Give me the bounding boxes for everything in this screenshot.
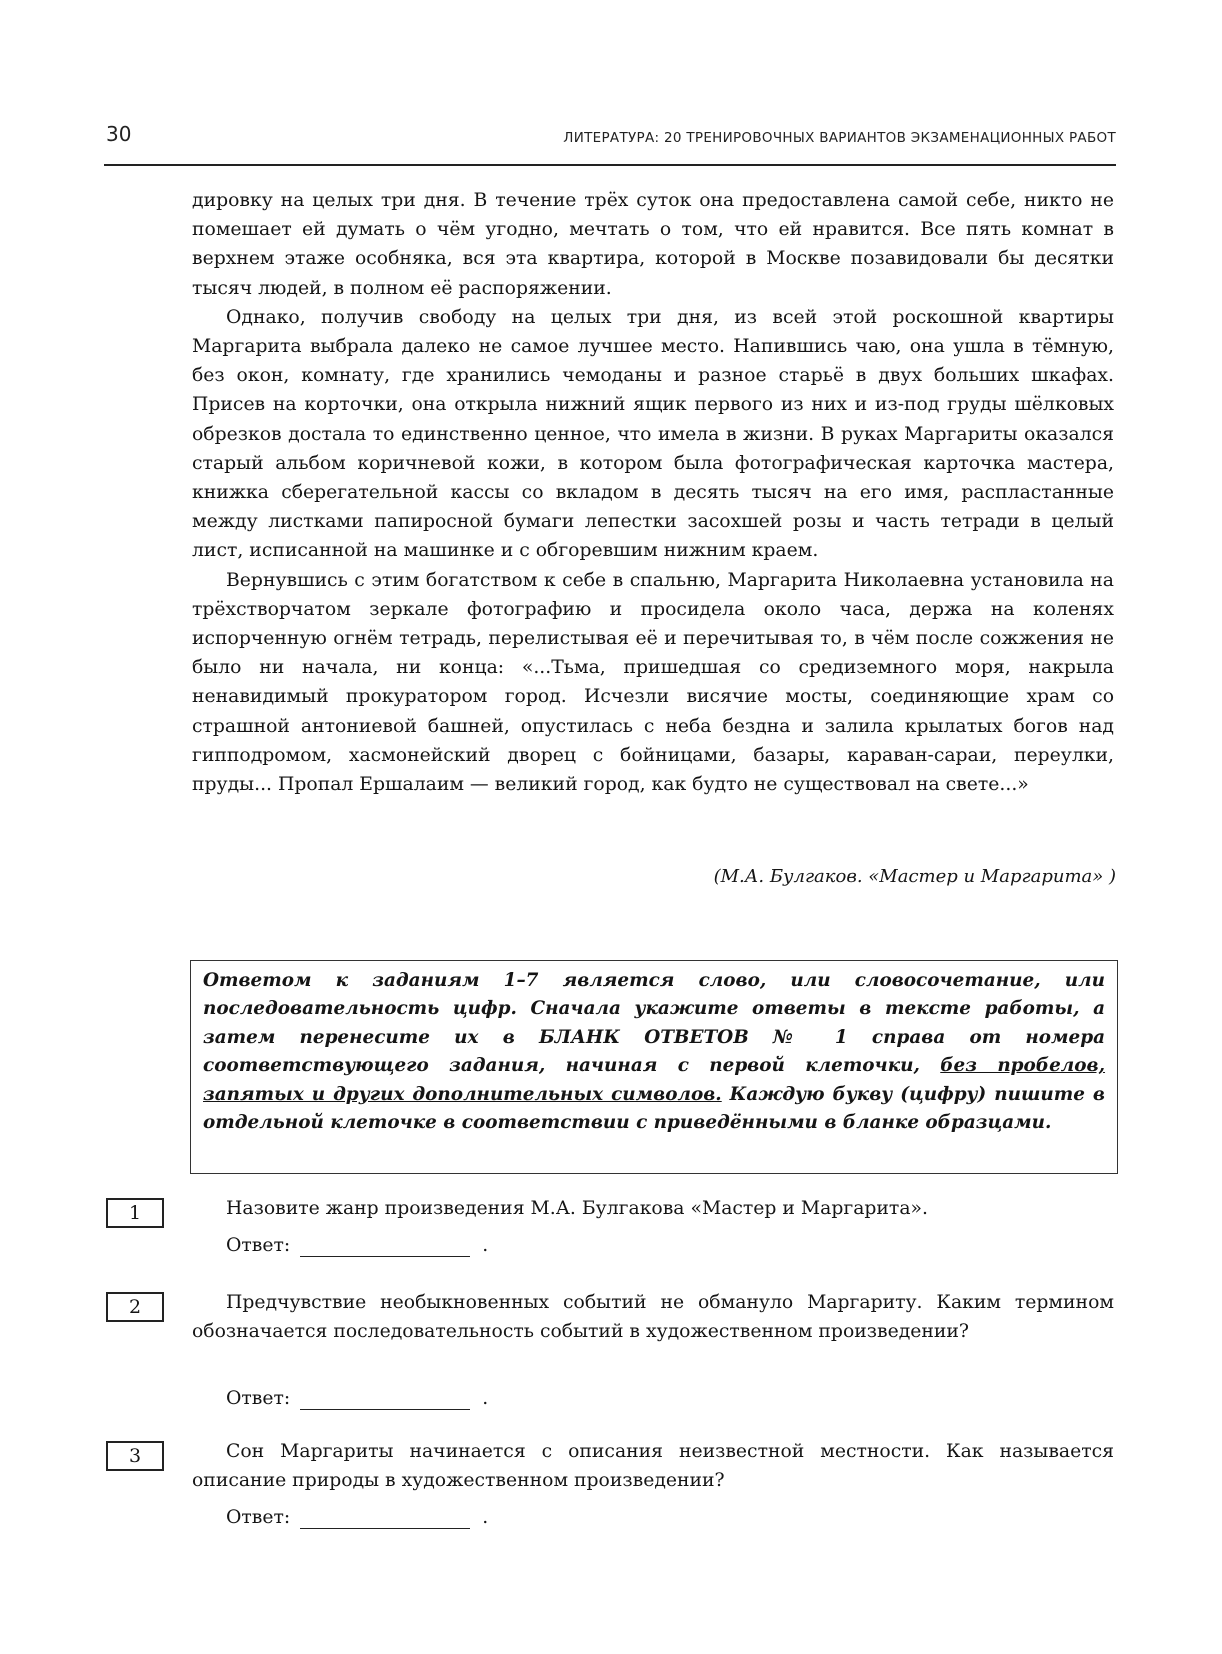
answer-row (226, 1500, 488, 1532)
page-number: 30 (106, 122, 132, 146)
task-question-text: Предчувствие необыкновенных событий не обмануло Маргариту. Каким термином обозначается последовательность событий в художественном произведении? (192, 1292, 1114, 1343)
instructions-box (190, 960, 1118, 1174)
passage-paragraph: Однако, получив свободу на целых три дня, из всей этой роскошной квартиры Маргарита выбрала далеко не самое лучшее место. Напившись чаю, она ушла в тёмную, без окон, комнату, где хранились чемоданы и разное старьё в двух больших шкафах. Присев на корточки, она открыла нижний ящик первого из них и из-под груды шёлковых обрезков достала то единственно ценное, что имела в жизни. В руках Маргариты оказался старый альбом коричневой кожи, в котором была фотографическая карточка мастера, книжка сберегательной кассы со вкладом в десять тысяч на его имя, распластанные между листками папиросной бумаги лепестки засохшей розы и часть тетради в целый лист, исписанной на машинке и с обгоревшим нижним краем. (192, 306, 1114, 562)
answer-field[interactable] (300, 1500, 470, 1529)
instructions-text-end: Каждую букву (цифру) пишите в отдельной клеточке в соответствии с приведёнными в бланке образцами. (203, 1083, 1105, 1134)
answer-period: . (482, 1388, 489, 1409)
answer-label: Ответ: (226, 1388, 291, 1409)
running-title: ЛИТЕРАТУРА: 20 ТРЕНИРОВОЧНЫХ ВАРИАНТОВ ЭКЗАМЕНАЦИОННЫХ РАБОТ (563, 130, 1116, 146)
answer-period: . (482, 1507, 489, 1528)
answer-row (226, 1381, 488, 1413)
answer-field[interactable] (300, 1228, 470, 1257)
answer-label: Ответ: (226, 1507, 291, 1528)
answer-row (226, 1228, 488, 1260)
task-number-box: 3 (106, 1441, 164, 1471)
task-question (192, 1288, 1114, 1346)
page-header (104, 120, 1116, 166)
passage-paragraph: дировку на целых три дня. В течение трёх суток она предоставлена самой себе, никто не помешает ей думать о чём угодно, мечтать о том, что ей нравится. Все пять комнат в верхнем этаже особняка, вся эта квартира, которой в Москве позавидовали бы десятки тысяч людей, в полном её распоряжении. (192, 190, 1114, 299)
answer-label: Ответ: (226, 1235, 291, 1256)
instructions-text: Ответом к заданиям 1–7 является слово, или словосочетание, или последовательность цифр. Сначала укажите ответы в тексте работы, а затем перенесите их в БЛАНК ОТВЕТОВ № 1 справа от номера соответствующего задания, начиная с первой клеточки, (203, 970, 1105, 1077)
answer-field[interactable] (300, 1381, 470, 1410)
task-question-text: Сон Маргариты начинается с описания неизвестной местности. Как называется описание природы в художественном произведении? (192, 1441, 1114, 1492)
passage-citation: (М.А. Булгаков. «Мастер и Маргарита» ) (713, 866, 1116, 887)
answer-period: . (482, 1235, 489, 1256)
task-question (192, 1437, 1114, 1495)
task-question (192, 1194, 1114, 1223)
passage-paragraph: Вернувшись с этим богатством к себе в спальню, Маргарита Николаевна установила на трёхстворчатом зеркале фотографию и просидела около часа, держа на коленях испорченную огнём тетрадь, перелистывая её и перечитывая то, в чём после сожжения не было ни начала, ни конца: «...Тьма, пришедшая со средиземного моря, накрыла ненавидимый прокуратором город. Исчезли висячие мосты, соединяющие храм со страшной антониевой башней, опустилась с неба бездна и залила крылатых богов над гипподромом, хасмонейский дворец с бойницами, базары, караван-сараи, переулки, пруды... Пропал Ершалаим — великий город, как будто не существовал на свете...» (192, 569, 1114, 796)
task-number-box: 2 (106, 1292, 164, 1322)
literary-passage (192, 186, 1114, 799)
task-number-box: 1 (106, 1198, 164, 1228)
instructions-underlined-text: без пробелов, запятых и других дополнительных символов. (203, 1055, 1106, 1105)
task-question-text: Назовите жанр произведения М.А. Булгакова «Мастер и Маргарита». (226, 1198, 928, 1219)
